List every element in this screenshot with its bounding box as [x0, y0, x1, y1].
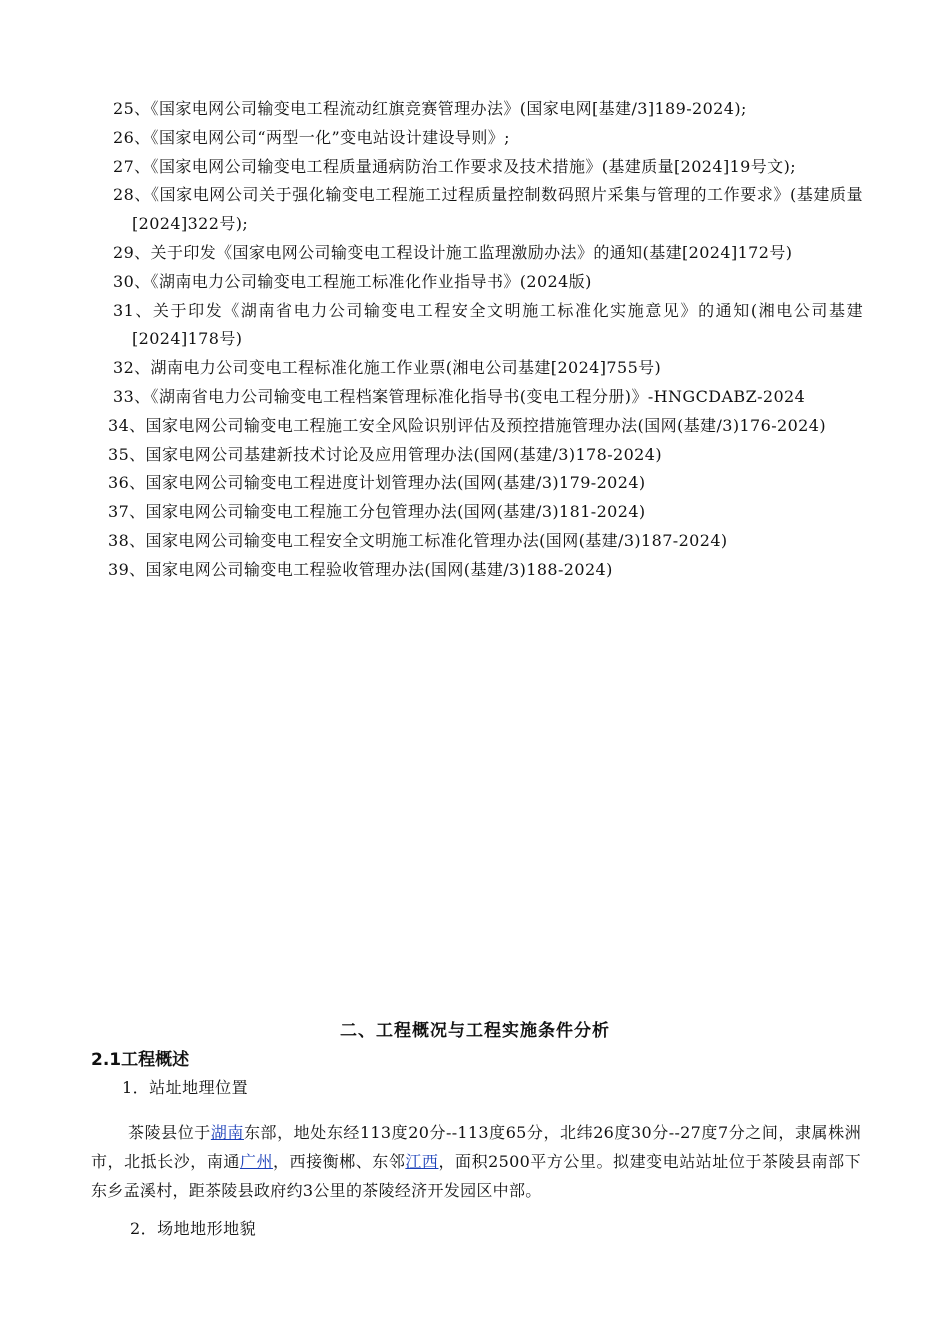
reference-item: 36、国家电网公司输变电工程进度计划管理办法(国网(基建/3)179-2024): [108, 473, 646, 493]
reference-item: 28、《国家电网公司关于强化输变电工程施工过程质量控制数码照片采集与管理的工作要求》(基建质量[2024]322号);: [113, 185, 863, 234]
jiangxi-link[interactable]: 江西: [405, 1151, 439, 1171]
paragraph-text: 东部，地处东经113度20分--113度65分，北纬26度30分--27度7分之间，隶属株洲市，北抵长沙，南通: [91, 1123, 861, 1171]
terrain-heading: 2．场地地形地貌: [130, 1219, 257, 1238]
reference-item: 33、《湖南省电力公司输变电工程档案管理标准化指导书(变电工程分册)》-HNGCDABZ-2024: [113, 386, 806, 406]
reference-item: 35、国家电网公司基建新技术讨论及应用管理办法(国网(基建/3)178-2024): [108, 444, 662, 464]
subsection-heading: 2.1工程概述: [91, 1050, 190, 1070]
reference-item: 29、关于印发《国家电网公司输变电工程设计施工监理激励办法》的通知(基建[2024]172号): [113, 242, 793, 262]
reference-item: 39、国家电网公司输变电工程验收管理办法(国网(基建/3)188-2024): [108, 559, 613, 579]
hunan-link[interactable]: 湖南: [210, 1123, 244, 1142]
reference-item: 30、《湖南电力公司输变电工程施工标准化作业指导书》(2024版): [113, 271, 592, 291]
paragraph-text: ，面积2500平方公里。拟建变电站站址位于茶陵县南部下东乡孟溪村，距茶陵县政府约3公里的茶陵经济开发园区中部。: [91, 1151, 861, 1200]
reference-item: 27、《国家电网公司输变电工程质量通病防治工作要求及技术措施》(基建质量[2024]19号文);: [113, 156, 796, 176]
site-location-paragraph: [91, 1119, 861, 1205]
reference-item: 38、国家电网公司输变电工程安全文明施工标准化管理办法(国网(基建/3)187-2024): [108, 530, 728, 550]
reference-list: [108, 95, 863, 585]
reference-item: 31、关于印发《湖南省电力公司输变电工程安全文明施工标准化实施意见》的通知(湘电公司基建[2024]178号): [113, 300, 863, 349]
paragraph-text: 茶陵县位于: [128, 1123, 211, 1142]
reference-item: 32、湖南电力公司变电工程标准化施工作业票(湘电公司基建[2024]755号): [113, 358, 662, 378]
section-title: 二、工程概况与工程实施条件分析: [340, 1021, 610, 1041]
reference-item: 26、《国家电网公司“两型一化”变电站设计建设导则》;: [113, 127, 510, 147]
site-location-heading: 1．站址地理位置: [122, 1078, 249, 1097]
paragraph-text: ，西接衡郴、东邻: [273, 1151, 406, 1171]
reference-item: 34、国家电网公司输变电工程施工安全风险识别评估及预控措施管理办法(国网(基建/3)176-2024): [108, 415, 826, 435]
reference-item: 25、《国家电网公司输变电工程流动红旗竞赛管理办法》(国家电网[基建/3]189-2024);: [113, 99, 747, 118]
reference-item: 37、国家电网公司输变电工程施工分包管理办法(国网(基建/3)181-2024): [108, 502, 646, 522]
guangzhou-link[interactable]: 广州: [239, 1151, 274, 1171]
